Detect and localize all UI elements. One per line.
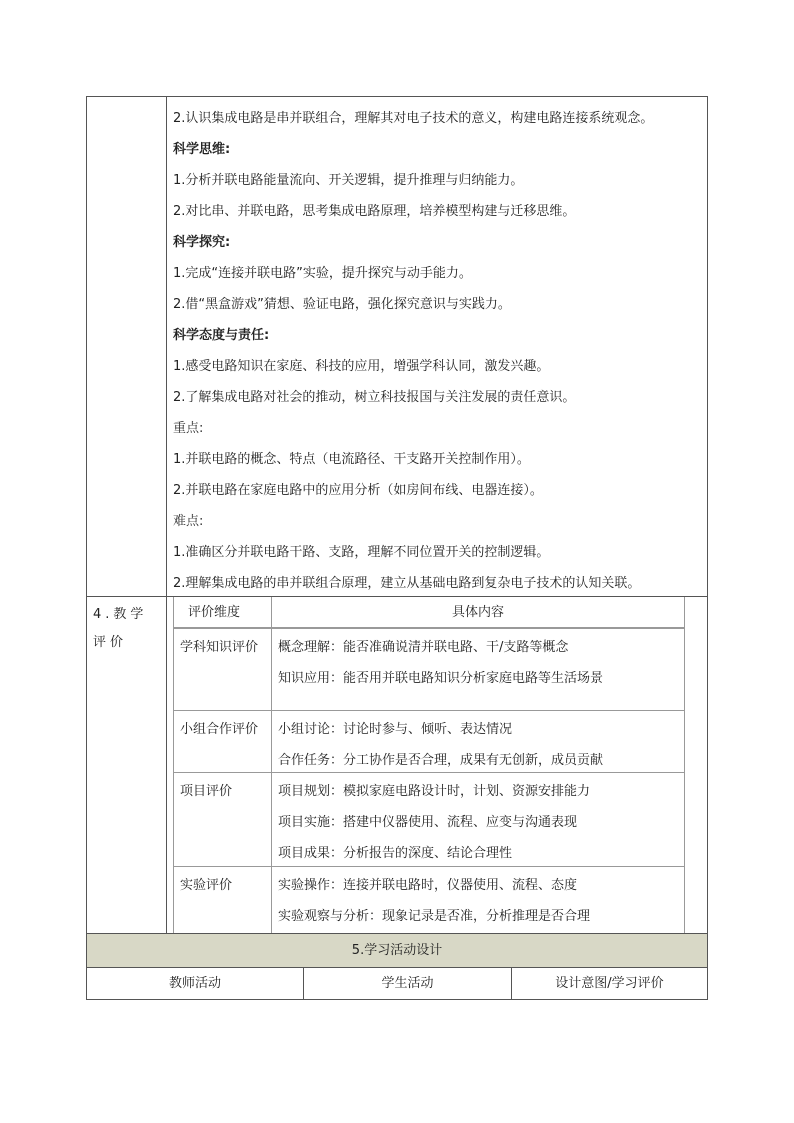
- objective-heading: 科学态度与责任:: [173, 328, 270, 343]
- content-item: 知识应用：能否用并联电路知识分析家庭电路等生活场景: [278, 671, 604, 686]
- objectives-row: [87, 97, 707, 597]
- objectives-label-cell: [87, 97, 167, 596]
- content-cell: [272, 629, 684, 710]
- objective-heading: 科学思维:: [173, 142, 231, 157]
- activity-band-title: 5.学习活动设计: [87, 934, 707, 968]
- objective-line: 1.分析并联电路能量流向、开关逻辑，提升推理与归纳能力。: [173, 173, 524, 188]
- objective-line: 1.感受电路知识在家庭、科技的应用，增强学科认同，激发兴趣。: [173, 359, 550, 374]
- evaluation-row: [87, 597, 707, 934]
- objective-heading: 科学探究:: [173, 235, 231, 250]
- content-item: 合作任务：分工协作是否合理，成果有无创新，成员贡献: [278, 753, 604, 768]
- evaluation-table-header: [174, 597, 684, 629]
- content-item: 项目成果：分析报告的深度、结论合理性: [278, 846, 513, 861]
- column-teacher-activity: 教师活动: [87, 968, 304, 999]
- content-cell: [272, 867, 684, 934]
- lesson-plan-table: [86, 96, 708, 934]
- objective-line: 2.对比串、并联电路，思考集成电路原理，培养模型构建与迁移思维。: [173, 204, 576, 219]
- objective-line: 2.借“黑盒游戏”猜想、验证电路，强化探究意识与实践力。: [173, 297, 511, 312]
- dimension-cell: 项目评价: [174, 773, 272, 866]
- content-item: 项目规划：模拟家庭电路设计时，计划、资源安排能力: [278, 784, 591, 799]
- difficult-point-heading: 难点:: [173, 514, 204, 529]
- content-item: 实验操作：连接并联电路时，仪器使用、流程、态度: [278, 878, 578, 893]
- objective-line: 2.并联电路在家庭电路中的应用分析（如房间布线、电器连接）。: [173, 483, 543, 498]
- evaluation-table: [173, 597, 685, 934]
- objective-line: 1.并联电路的概念、特点（电流路径、干支路开关控制作用）。: [173, 452, 530, 467]
- dimension-cell: 学科知识评价: [174, 629, 272, 710]
- header-dimension: 评价维度: [174, 597, 272, 627]
- table-row: [174, 629, 684, 711]
- column-design-intent: 设计意图/学习评价: [555, 976, 664, 991]
- activity-design-table: [86, 933, 708, 1000]
- table-row: [174, 867, 684, 934]
- content-item: 概念理解：能否准确说清并联电路、干/支路等概念: [278, 640, 569, 655]
- content-item: 项目实施：搭建中仪器使用、流程、应变与沟通表现: [278, 815, 578, 830]
- objectives-content: [167, 97, 707, 596]
- objective-line: 2.理解集成电路的串并联组合原理，建立从基础电路到复杂电子技术的认知关联。: [173, 576, 641, 591]
- objective-line: 2.认识集成电路是串并联组合，理解其对电子技术的意义，构建电路连接系统观念。: [173, 111, 654, 126]
- evaluation-section-label: 4.教学评价: [87, 597, 167, 934]
- key-point-heading: 重点:: [173, 421, 204, 436]
- evaluation-area: [167, 597, 707, 934]
- dimension-cell: 实验评价: [174, 867, 272, 934]
- header-content: 具体内容: [451, 605, 504, 620]
- objective-line: 1.准确区分并联电路干路、支路，理解不同位置开关的控制逻辑。: [173, 545, 550, 560]
- objective-line: 1.完成“连接并联电路”实验，提升探究与动手能力。: [173, 266, 472, 281]
- objective-line: 2.了解集成电路对社会的推动，树立科技报国与关注发展的责任意识。: [173, 390, 576, 405]
- content-cell: [272, 711, 684, 772]
- content-cell: [272, 773, 684, 866]
- table-row: [174, 773, 684, 867]
- content-item: 小组讨论：讨论时参与、倾听、表达情况: [278, 722, 513, 737]
- content-item: 实验观察与分析：现象记录是否准，分析推理是否合理: [278, 909, 591, 924]
- column-student-activity: 学生活动: [304, 968, 512, 999]
- activity-columns: [87, 968, 707, 999]
- dimension-cell: 小组合作评价: [174, 711, 272, 772]
- table-row: [174, 711, 684, 773]
